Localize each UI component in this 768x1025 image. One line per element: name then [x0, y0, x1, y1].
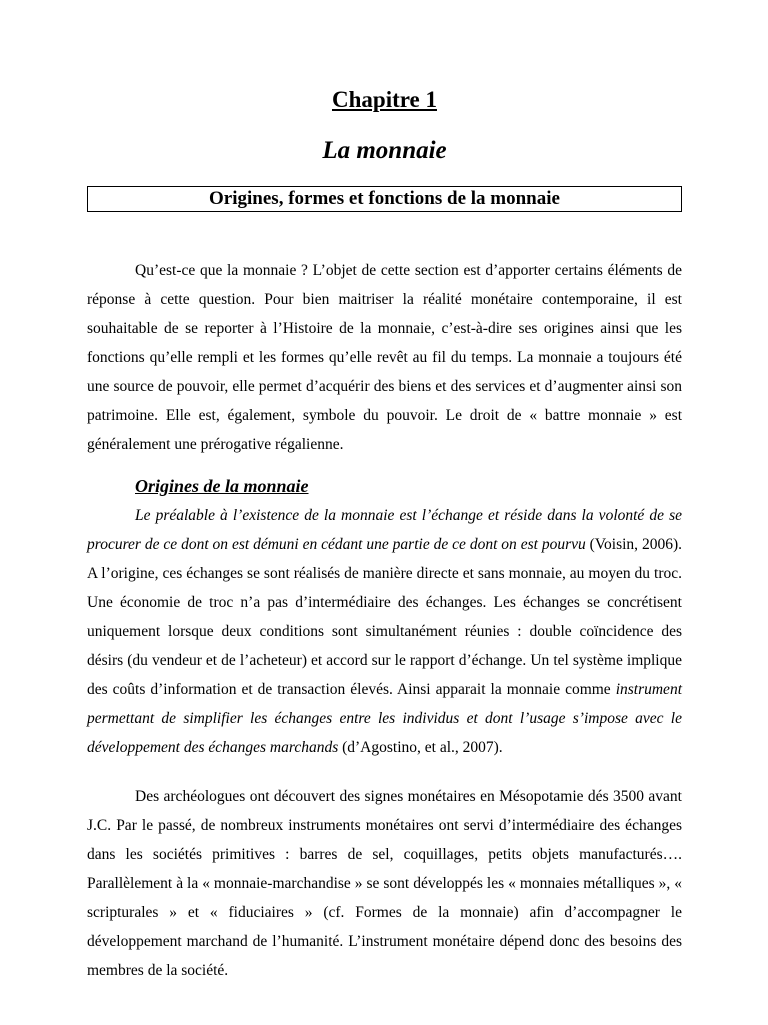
- citation: (d’Agostino, et al., 2007).: [338, 739, 503, 756]
- chapter-heading: Chapitre 1: [332, 87, 437, 112]
- origins-paragraph: [87, 501, 682, 762]
- intro-paragraph: Qu’est-ce que la monnaie ? L’objet de cette section est d’apporter certains éléments de réponse à cette question. Pour bien maitriser la réalité monétaire contemporaine, il est souhaitable de se reporter à l’Histoire de la monnaie, c’est-à-dire ses origines ainsi que les fonctions qu’elle rempli et les formes qu’elle revêt au fil du temps. La monnaie a toujours été une source de pouvoir, elle permet d’acquérir des biens et des services et d’augmenter ainsi son patrimoine. Elle est, également, symbole du pouvoir. Le droit de « battre monnaie » est généralement une prérogative régalienne.: [87, 262, 682, 453]
- archaeology-paragraph: Des archéologues ont découvert des signes monétaires en Mésopotamie dés 3500 avant J.C. Par le passé, de nombreux instruments monétaires ont servi d’intermédiaire des échanges dans les sociétés primitives : barres de sel, coquillages, petits objets manufacturés…. Parallèlement à la « monnaie-marchandise » se sont développés les « monnaies métalliques », « scripturales » et « fiduciaires » (cf. Formes de la monnaie) afin d’accompagner le développement marchand de l’humanité. L’instrument monétaire dépend donc des besoins des membres de la société.: [87, 788, 682, 979]
- chapter-title: La monnaie: [322, 137, 447, 164]
- subsection-heading: Origines de la monnaie: [135, 476, 309, 496]
- quote-voisin: Le préalable à l’existence de la monnaie est l’échange et réside dans la volonté de se procurer de ce dont on est démuni en cédant une partie de ce dont on est pourvu: [87, 507, 682, 553]
- quote-dagostino: instrument permettant de simplifier les échanges entre les individus et dont l’usage s’impose avec le développement des échanges marchands: [87, 681, 682, 756]
- section-title-box: Origines, formes et fonctions de la monnaie: [87, 186, 682, 212]
- paragraph-text: (Voisin, 2006). A l’origine, ces échanges se sont réalisés de manière directe et sans monnaie, au moyen du troc. Une économie de troc n’a pas d’intermédiaire des échanges. Les échanges se concrétisent uniquement lorsque deux conditions sont simultanément réunies : double coïncidence des désirs (du vendeur et de l’acheteur) et accord sur le rapport d’échange. Un tel système implique des coûts d’information et de transaction élevés. Ainsi apparait la monnaie comme: [87, 536, 682, 698]
